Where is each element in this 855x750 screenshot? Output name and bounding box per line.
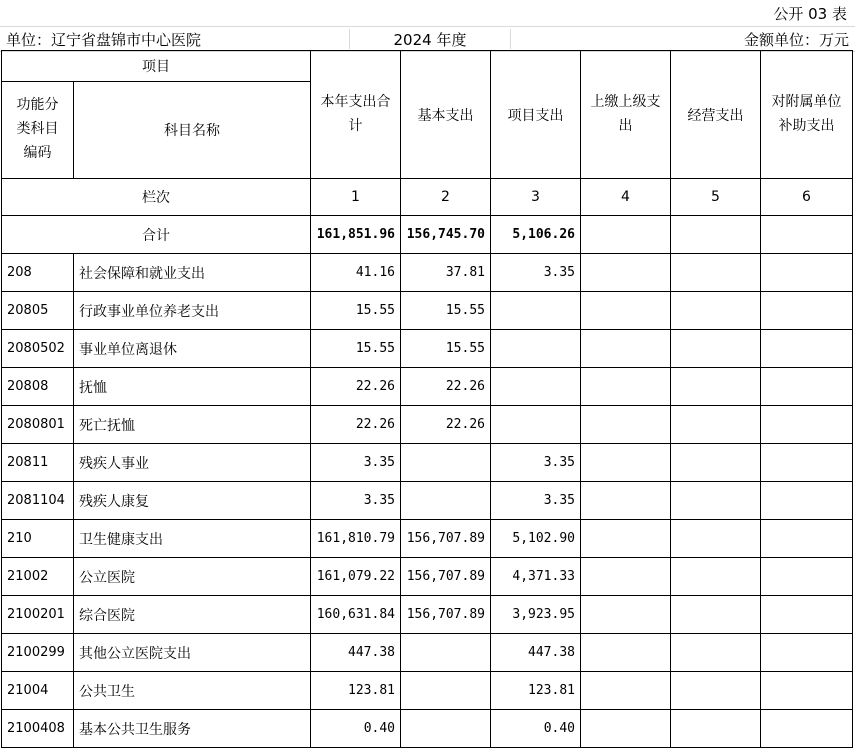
- header-basic: 基本支出: [401, 51, 491, 179]
- row-name: 综合医院: [74, 596, 311, 634]
- table-row: [2, 596, 853, 634]
- row-code: 20808: [2, 368, 74, 406]
- row-value: 447.38: [311, 634, 401, 672]
- row-value: 3.35: [491, 254, 581, 292]
- row-value: [581, 444, 671, 482]
- form-header: [0, 0, 855, 26]
- expenditure-table: [1, 50, 853, 748]
- row-value: 22.26: [401, 406, 491, 444]
- total-cell: 156,745.70: [401, 216, 491, 254]
- row-value: 123.81: [311, 672, 401, 710]
- row-value: 3.35: [491, 444, 581, 482]
- row-value: 3.35: [311, 482, 401, 520]
- row-name: 卫生健康支出: [74, 520, 311, 558]
- row-value: [491, 292, 581, 330]
- row-value: 15.55: [311, 330, 401, 368]
- row-value: 0.40: [311, 710, 401, 748]
- row-value: 161,079.22: [311, 558, 401, 596]
- total-cell: [671, 216, 761, 254]
- row-code: 2100408: [2, 710, 74, 748]
- total-cell: [761, 216, 853, 254]
- row-code: 2100201: [2, 596, 74, 634]
- row-value: 15.55: [401, 292, 491, 330]
- row-value: [761, 292, 853, 330]
- row-value: [671, 254, 761, 292]
- row-value: [581, 292, 671, 330]
- row-value: [581, 634, 671, 672]
- row-value: [491, 330, 581, 368]
- row-value: 3.35: [491, 482, 581, 520]
- row-name: 公共卫生: [74, 672, 311, 710]
- row-name: 社会保障和就业支出: [74, 254, 311, 292]
- header-total: 本年支出合计: [311, 51, 401, 179]
- row-value: [401, 710, 491, 748]
- row-value: [671, 710, 761, 748]
- row-value: [761, 672, 853, 710]
- row-value: [761, 482, 853, 520]
- total-label: 合计: [2, 216, 311, 254]
- row-name: 公立医院: [74, 558, 311, 596]
- lanci-cell: 2: [401, 179, 491, 216]
- row-name: 死亡抚恤: [74, 406, 311, 444]
- meta-bar: [0, 26, 855, 52]
- money-unit-label: 金额单位：万元: [743, 31, 849, 49]
- row-value: 41.16: [311, 254, 401, 292]
- row-value: [761, 596, 853, 634]
- row-value: [761, 444, 853, 482]
- lanci-cell: 4: [581, 179, 671, 216]
- row-value: [491, 406, 581, 444]
- row-value: [671, 520, 761, 558]
- header-upper: 上缴上级支出: [581, 51, 671, 179]
- row-value: [671, 292, 761, 330]
- row-value: [761, 710, 853, 748]
- table-row: [2, 406, 853, 444]
- row-value: [671, 672, 761, 710]
- row-value: [401, 482, 491, 520]
- table-row: [2, 710, 853, 748]
- row-code: 2080502: [2, 330, 74, 368]
- row-value: 161,810.79: [311, 520, 401, 558]
- header-business: 经营支出: [671, 51, 761, 179]
- row-value: 447.38: [491, 634, 581, 672]
- header-project-expense: 项目支出: [491, 51, 581, 179]
- lanci-cell: 3: [491, 179, 581, 216]
- row-code: 208: [2, 254, 74, 292]
- row-value: [581, 330, 671, 368]
- lanci-row: [2, 179, 853, 216]
- row-code: 2080801: [2, 406, 74, 444]
- row-value: [761, 254, 853, 292]
- row-value: [761, 634, 853, 672]
- row-value: [581, 254, 671, 292]
- row-value: 15.55: [401, 330, 491, 368]
- row-value: 0.40: [491, 710, 581, 748]
- table-row: [2, 482, 853, 520]
- row-value: 22.26: [401, 368, 491, 406]
- row-value: 15.55: [311, 292, 401, 330]
- row-name: 抚恤: [74, 368, 311, 406]
- total-cell: 161,851.96: [311, 216, 401, 254]
- header-code: 功能分类科目编码: [2, 82, 74, 179]
- row-value: 156,707.89: [401, 558, 491, 596]
- total-row: [2, 216, 853, 254]
- total-cell: [581, 216, 671, 254]
- table-row: [2, 292, 853, 330]
- row-code: 210: [2, 520, 74, 558]
- row-name: 残疾人康复: [74, 482, 311, 520]
- row-value: 123.81: [491, 672, 581, 710]
- row-value: 22.26: [311, 406, 401, 444]
- row-value: [581, 558, 671, 596]
- row-value: 3.35: [311, 444, 401, 482]
- row-value: 5,102.90: [491, 520, 581, 558]
- header-project: 项目: [2, 51, 311, 82]
- total-cell: 5,106.26: [491, 216, 581, 254]
- row-code: 2081104: [2, 482, 74, 520]
- unit-label: 单位：辽宁省盘锦市中心医院: [6, 31, 202, 49]
- table-row: [2, 368, 853, 406]
- row-value: [671, 368, 761, 406]
- table-row: [2, 330, 853, 368]
- row-value: [581, 596, 671, 634]
- row-value: [761, 520, 853, 558]
- table-row: [2, 672, 853, 710]
- row-code: 20811: [2, 444, 74, 482]
- row-value: [671, 558, 761, 596]
- year-label: 2024 年度: [349, 29, 511, 49]
- row-code: 2100299: [2, 634, 74, 672]
- row-name: 其他公立医院支出: [74, 634, 311, 672]
- row-value: [581, 368, 671, 406]
- row-code: 20805: [2, 292, 74, 330]
- row-value: [581, 482, 671, 520]
- row-name: 基本公共卫生服务: [74, 710, 311, 748]
- table-row: [2, 520, 853, 558]
- row-value: [671, 482, 761, 520]
- row-value: [761, 406, 853, 444]
- row-value: [671, 330, 761, 368]
- row-value: [671, 444, 761, 482]
- row-value: 37.81: [401, 254, 491, 292]
- row-value: [761, 558, 853, 596]
- row-value: [401, 672, 491, 710]
- lanci-cell: 6: [761, 179, 853, 216]
- row-value: [581, 520, 671, 558]
- row-value: [671, 596, 761, 634]
- row-value: [401, 444, 491, 482]
- row-value: 3,923.95: [491, 596, 581, 634]
- row-code: 21004: [2, 672, 74, 710]
- table-row: [2, 558, 853, 596]
- row-code: 21002: [2, 558, 74, 596]
- lanci-cell: 5: [671, 179, 761, 216]
- header-subsidy: 对附属单位补助支出: [761, 51, 853, 179]
- row-value: [491, 368, 581, 406]
- table-row: [2, 634, 853, 672]
- row-value: 160,631.84: [311, 596, 401, 634]
- row-value: [671, 406, 761, 444]
- row-value: 22.26: [311, 368, 401, 406]
- form-number: 公开 03 表: [773, 5, 847, 23]
- row-value: 156,707.89: [401, 520, 491, 558]
- row-value: [761, 368, 853, 406]
- row-value: 156,707.89: [401, 596, 491, 634]
- row-name: 残疾人事业: [74, 444, 311, 482]
- row-name: 行政事业单位养老支出: [74, 292, 311, 330]
- row-value: [581, 710, 671, 748]
- row-value: [761, 330, 853, 368]
- lanci-label: 栏次: [2, 179, 311, 216]
- header-name: 科目名称: [74, 82, 311, 179]
- table-row: [2, 254, 853, 292]
- row-value: [671, 634, 761, 672]
- row-value: [581, 406, 671, 444]
- row-value: [401, 634, 491, 672]
- row-value: [581, 672, 671, 710]
- table-row: [2, 444, 853, 482]
- row-name: 事业单位离退休: [74, 330, 311, 368]
- lanci-cell: 1: [311, 179, 401, 216]
- row-value: 4,371.33: [491, 558, 581, 596]
